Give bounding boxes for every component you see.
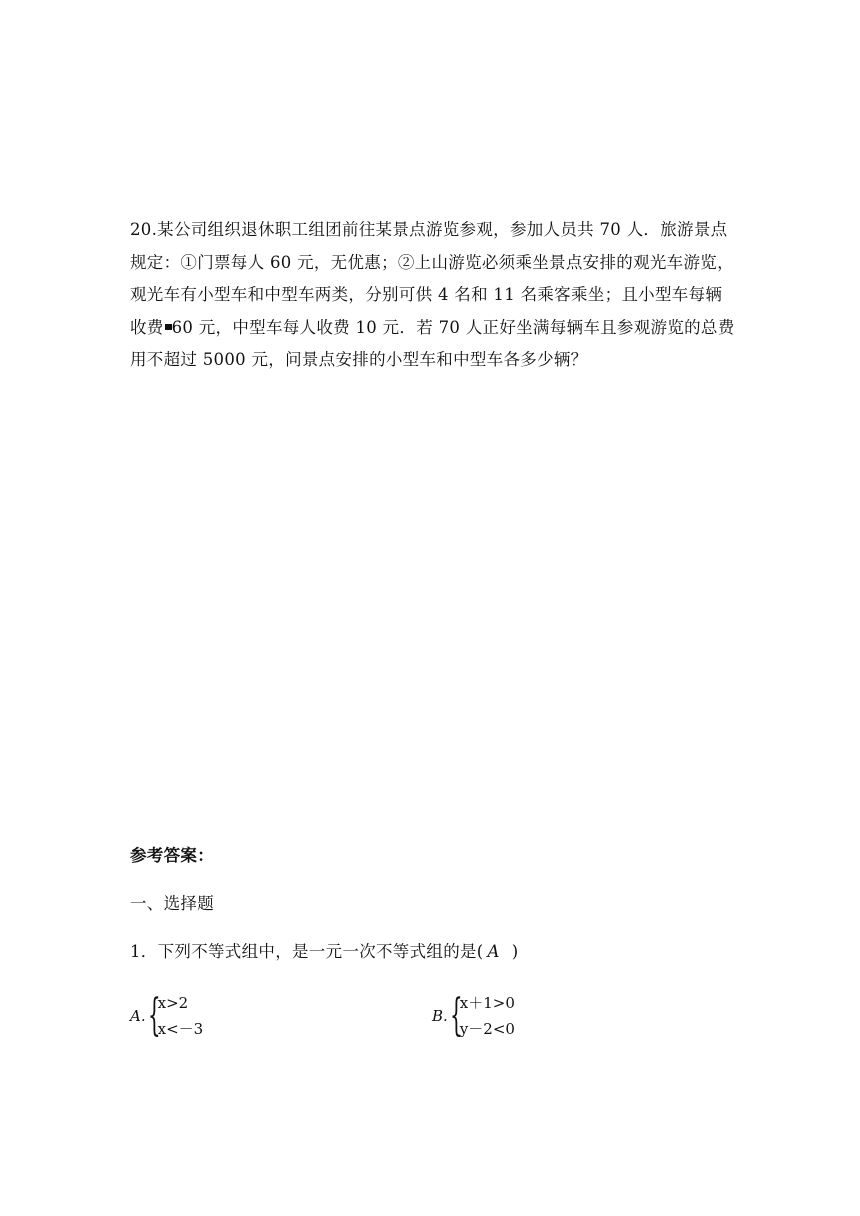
- inequality: y－2<0: [459, 1020, 515, 1038]
- brace-icon: {: [449, 990, 463, 1041]
- problem-line: [130, 312, 735, 345]
- option-a: [130, 990, 203, 1042]
- question-close: ): [511, 942, 519, 961]
- problem-line: 用不超过 5000 元，问景点安排的小型车和中型车各多少辆？: [130, 350, 588, 370]
- option-b: [432, 990, 515, 1042]
- brace-icon: {: [147, 990, 161, 1041]
- option-letter: B.: [432, 1007, 448, 1025]
- section-heading: 一、选择题: [130, 894, 214, 913]
- question-1: [130, 938, 519, 962]
- question-text: 1．下列不等式组中，是一元一次不等式组的是(: [130, 942, 484, 961]
- problem-20: [130, 214, 735, 377]
- option-letter: A.: [130, 1007, 146, 1025]
- problem-line-rest: 60 元，中型车每人收费 10 元．若 70 人正好坐满每辆车且参观游览的总费: [171, 317, 735, 337]
- inequality-system: [460, 990, 515, 1042]
- problem-line-start: 收费: [130, 317, 164, 337]
- ink-mark: [165, 324, 172, 330]
- question-answer: A: [487, 942, 500, 961]
- problem-line: 规定：①门票每人 60 元，无优惠；②上山游览必须乘坐景点安排的观光车游览，: [130, 252, 734, 272]
- inequality-system: [158, 990, 204, 1042]
- inequality: x<－3: [157, 1020, 204, 1038]
- answers-heading: 参考答案：: [130, 846, 214, 865]
- inequality: x>2: [157, 994, 189, 1012]
- problem-line: 观光车有小型车和中型车两类，分别可供 4 名和 11 名乘客乘坐；且小型车每辆: [130, 285, 723, 305]
- inequality: x＋1>0: [459, 994, 515, 1012]
- problem-line: 20.某公司组织退休职工组团前往某景点游览参观，参加人员共 70 人．旅游景点: [130, 220, 728, 239]
